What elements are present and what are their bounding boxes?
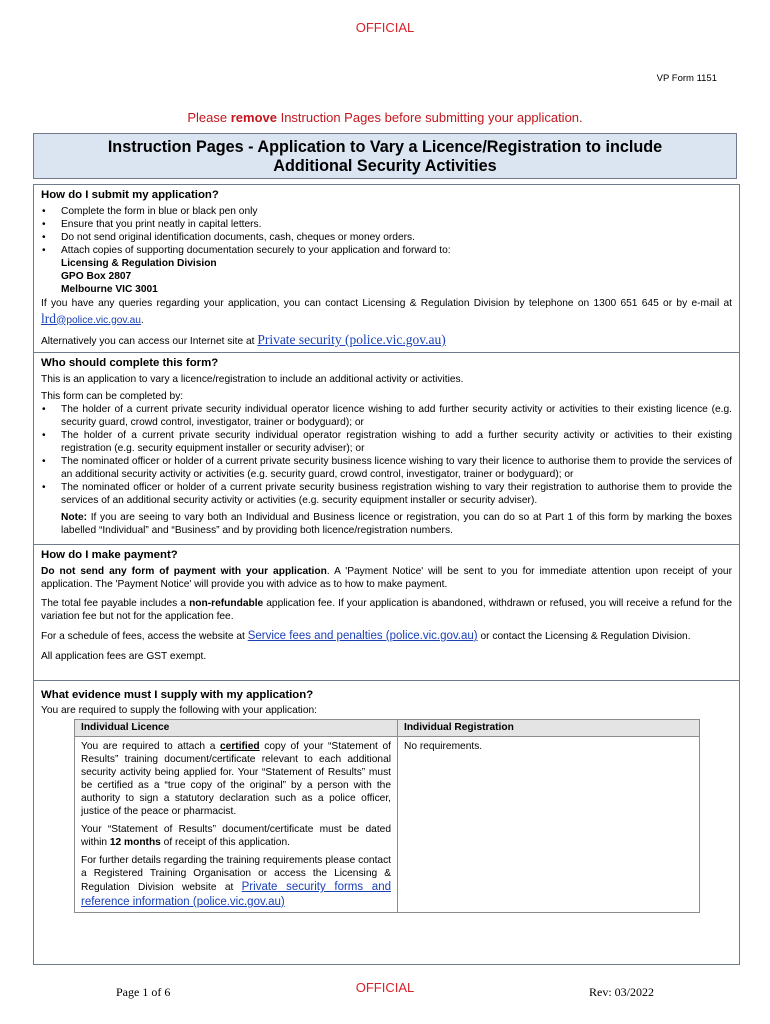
evidence-section [34,681,739,918]
email-link[interactable]: lrd@police.vic.gov.au [41,310,141,326]
queries-text: If you have any queries regarding your application, you can contact Licensing & Regulation Division by telephone on 1300 651 645 or by e-mail at lrd@police.vic.gov.au. [41,297,732,326]
form-number: VP Form 1151 [656,73,717,84]
list-item: • The nominated officer or holder of a current private security business registration wishing to vary their registration to authorise them to provide the services of an additional security activity or activities (e.g. security equipment installer or security adviser). [41,481,732,507]
list-item: • Do not send original identification documents, cash, cheques or money orders. [41,231,732,244]
list-item: • Ensure that you print neatly in capital letters. [41,218,732,231]
submit-heading: How do I submit my application? [41,189,219,201]
postal-address: Licensing & Regulation Division GPO Box 2807 Melbourne VIC 3001 [61,257,217,296]
payment-p2: The total fee payable includes a non-refundable application fee. If your application is abandoned, withdrawn or refused, you will receive a refund for the variation fee but not for the application fee. [41,597,733,622]
list-item: • The holder of a current private security individual operator registration wishing to add a further security activity or activities to their existing registration (e.g. security equipment installer or security adviser); or [41,429,732,455]
service-fees-link[interactable]: Service fees and penalties (police.vic.gov.au) [247,630,478,643]
submit-list [41,205,732,257]
who-heading: Who should complete this form? [41,357,219,370]
list-item: • The holder of a current private security individual operator licence wishing to add further security activity or activities to their existing licence (e.g. security guard, crowd control, investigator, trainer or bodyguard); or [41,403,732,429]
submit-section [34,185,739,353]
payment-p3: For a schedule of fees, access the website at Service fees and penalties (police.vic.gov.au) or contact the Licensing & Regulation Division. [41,630,691,643]
who-list [41,403,732,507]
who-can-be: This form can be completed by: [41,390,184,402]
official-marking-bottom: OFFICIAL [355,980,415,995]
list-item: • Complete the form in blue or black pen only [41,205,732,218]
evidence-heading: What evidence must I supply with my application? [41,688,314,701]
revision-date: Rev: 03/2022 [589,985,654,999]
who-intro: This is an application to vary a licence/registration to include an additional activity or activities. [41,373,464,385]
individual-registration-requirements: No requirements. [398,736,700,913]
payment-section [34,545,739,681]
column-header-individual-licence: Individual Licence [75,720,398,736]
payment-heading: How do I make payment? [41,549,178,562]
security-forms-link[interactable]: Private security forms and reference information (police.vic.gov.au) [81,880,391,908]
individual-licence-requirements: You are required to attach a certified copy of your “Statement of Results” training document/certificate relevant to each additional security activity being applied for. Your “Statement of Results” must be certified as a “true copy of the original” by a person with the authority to sign a statutory declaration such as a police officer, justice of the peace or pharmacist. Your “Statement of Results” document/certificate must be dated within 12 months of receipt of this application. For further details regarding the training requirements please contact a Registered Training Organisation or access the Licensing & Regulation Division website at Private security forms and reference information (police.vic.gov.au) [75,736,398,913]
who-section [34,353,739,545]
column-header-individual-registration: Individual Registration [398,720,700,736]
official-marking-top: OFFICIAL [355,20,415,35]
evidence-table [74,719,700,913]
list-item: • The nominated officer or holder of a current private security business licence wishing to vary their licence to authorise them to provide the services of an additional security activity or activities (e.g. security guard, crowd control, investigator, trainer or bodyguard); or [41,455,732,481]
list-item: • Attach copies of supporting documentation securely to your application and forward to: [41,244,732,257]
internet-text: Alternatively you can access our Internet site at Private security (police.vic.gov.au) [41,331,446,347]
payment-p4: All application fees are GST exempt. [41,650,207,662]
payment-p1: Do not send any form of payment with your application. A 'Payment Notice' will be sent to you for immediate attention upon receipt of your application. The 'Payment Notice' will provide you with advice as to how to make payment. [41,565,732,590]
instructions-body [33,184,740,965]
page-title: Instruction Pages - Application to Vary a Licence/Registration to include Additional Security Activities [33,133,737,179]
remove-instructions-note: Please remove Instruction Pages before submitting your application. [187,110,583,125]
page-number: Page 1 of 6 [116,985,171,999]
evidence-intro: You are required to supply the following with your application: [41,705,317,717]
private-security-link[interactable]: Private security (police.vic.gov.au) [257,331,446,347]
who-note: Note: If you are seeing to vary both an Individual and Business licence or registration, you can do so at Part 1 of this form by marking the boxes labelled “Individual” and “Business” and by providing both licence/registration numbers. [61,512,732,537]
